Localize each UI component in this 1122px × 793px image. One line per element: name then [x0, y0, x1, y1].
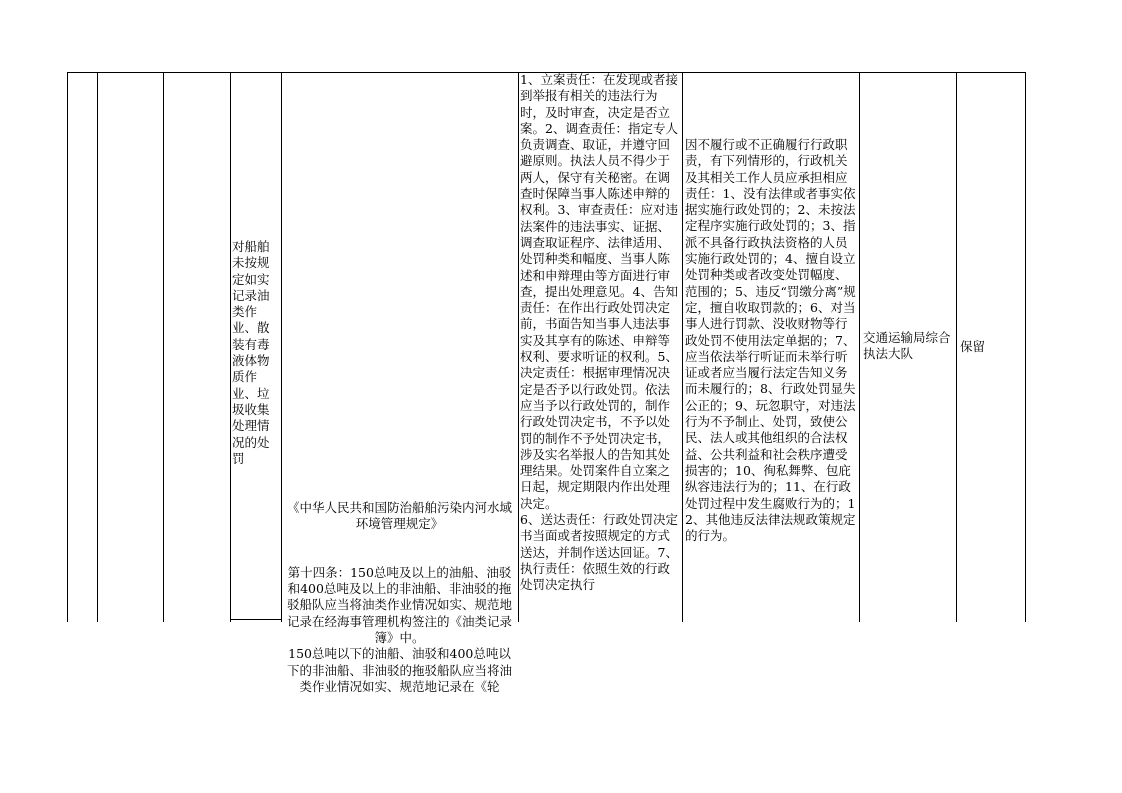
- accountability-cell: 因不履行或不正确履行行政职责，有下列情形的，行政机关及其相关工作人员应承担相应责任：1、没有法律或者事实依据实施行政处罚的；2、未按法定程序实施行政处罚的；3、指派不具备行政执法资格的人员实施行政处罚的；4、擅自设立处罚种类或者改变处罚幅度、范围的；5、违反“罚缴分离”规定，擅自收取罚款的；6、对当事人进行罚款、没收财物等行政处罚不使用法定单据的；7、应当依法举行听证而未举行听证或者应当履行法定告知义务而未履行的；8、行政处罚显失公正的；9、玩忽职守，对违法行为不予制止、处罚，致使公民、法人或其他组织的合法权益、公共利益和社会秩序遭受损害的；10、徇私舞弊、包庇纵容违法行为的；11、在行政处罚过程中发生腐败行为的；12、其他违反法律法规政策规定的行为。: [685, 137, 856, 544]
- status-cell: 保留: [960, 339, 986, 354]
- responsibility-cell: 1、立案责任：在发现或者接到举报有相关的违法行为时，及时审查，决定是否立案。2、调查责任：指定专人负责调查、取证，并遵守回避原则。执法人员不得少于两人，保守有关秘密。在调查时保障当事人陈述申辩的权利。3、审查责任：应对违法案件的违法事实、证据、调查取证程序、法律适用、处罚种类和幅度、当事人陈述和申辩理由等方面进行审查，提出处理意见。4、告知责任：在作出行政处罚决定前，书面告知当事人违法事实及其享有的陈述、申辩等权利、要求听证的权利。5、决定责任：根据审理情况决定是否予以行政处罚。依法应当予以行政处罚的，制作行政处罚决定书，不予以处罚的制作不予处罚决定书，涉及实名举报人的告知其处理结果。处罚案件自立案之日起，规定期限内作出处理决定。 6、送达责任：行政处罚决定书当面或者按照规定的方式送达，并制作送达回证。7、执行责任：依照生效的行政处罚决定执行: [520, 72, 678, 593]
- col-border-8: [859, 72, 860, 622]
- legal-basis-body: 第十四条：150总吨及以上的油船、油驳和400总吨及以上的非油船、非油驳的拖驳船队应当将油类作业情况如实、规范地记录在经海事管理机构签注的《油类记录簿》中。 150总吨以下的油船、油驳和400总吨以下的非油船、非油驳的拖驳船队应当将油类作业情况如实、规范地记录在《轮: [286, 564, 512, 694]
- department-cell: 交通运输局综合执法大队: [863, 330, 951, 362]
- col-border-4: [230, 72, 231, 622]
- col-border-3: [163, 72, 164, 622]
- legal-basis-cell: [283, 467, 516, 728]
- col-border-6: [518, 72, 519, 622]
- legal-basis-title: 《中华人民共和国防治船舶污染内河水域环境管理规定》: [286, 499, 512, 531]
- col-border-10: [1025, 72, 1026, 622]
- matter-cell: 对船舶未按规定如实记录油类作业、散装有毒液体物质作业、垃圾收集处理情况的处罚: [232, 239, 270, 466]
- col-border-7: [682, 72, 683, 622]
- col-border-5: [281, 72, 282, 622]
- matter-cell-bottom: [230, 619, 281, 620]
- col-border-2: [97, 72, 98, 622]
- col-border-1: [67, 72, 68, 622]
- col-border-9: [956, 72, 957, 622]
